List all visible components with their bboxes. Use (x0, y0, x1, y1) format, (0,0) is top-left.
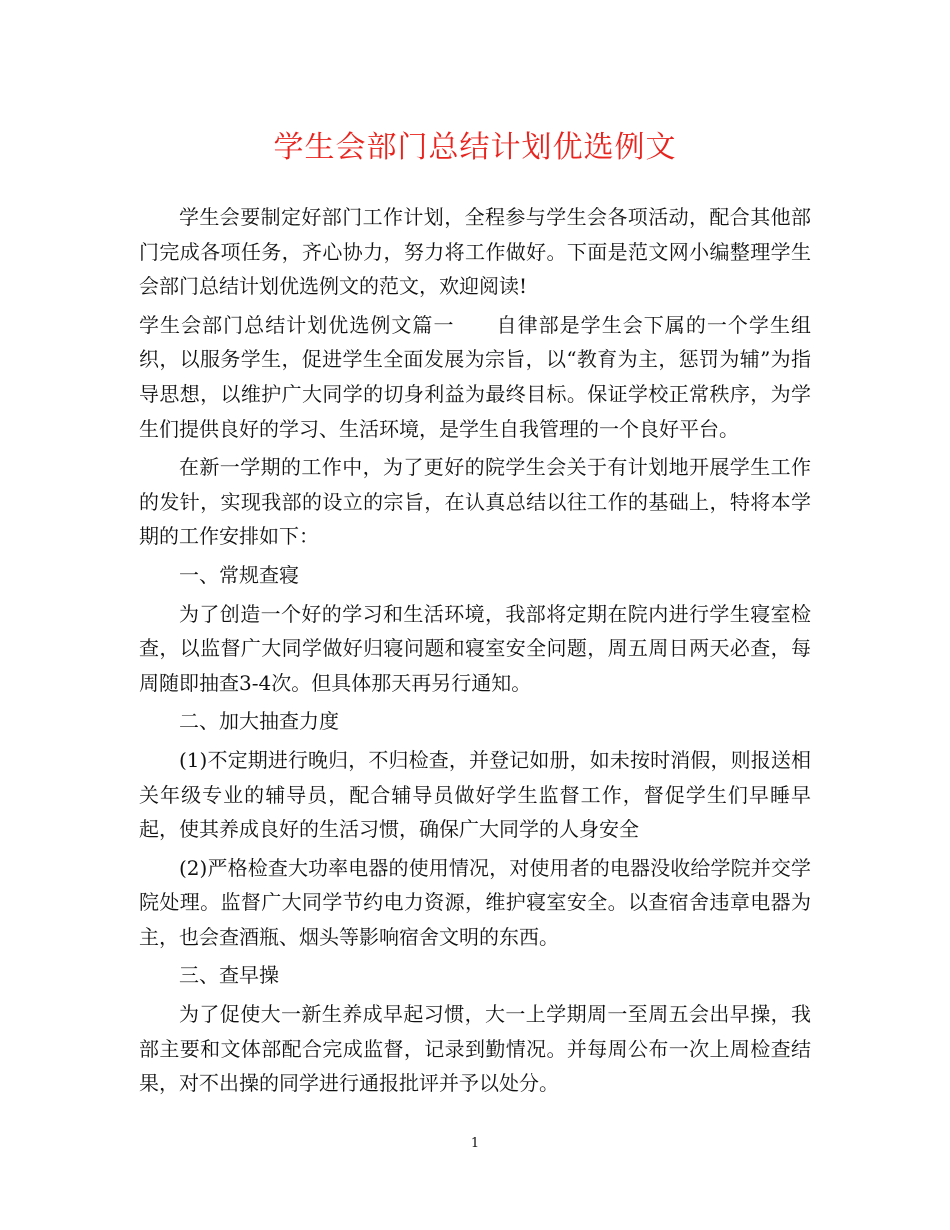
paragraph-dorm-check: 为了创造一个好的学习和生活环境，我部将定期在院内进行学生寝室检查，以监督广大同学做好归寝问题和寝室安全问题，周五周日两天必查，每周随即抽查3-4次。但具体那天再另行通知。 (139, 601, 811, 695)
paragraph-appliance-check: (2)严格检查大功率电器的使用情况，对使用者的电器没收给学院并交学院处理。监督广大同学节约电力资源，维护寝室安全。以查宿舍违章电器为主，也会查酒瓶、烟头等影响宿舍文明的东西。 (139, 855, 811, 949)
paragraph-morning-exercise: 为了促使大一新生养成早起习惯，大一上学期周一至周五会出早操，我部主要和文体部配合完成监督，记录到勤情况。并每周公布一次上周检查结果，对不出操的同学进行通报批评并予以处分。 (139, 1002, 811, 1096)
paragraph-plan-intro: 在新一学期的工作中，为了更好的院学生会关于有计划地开展学生工作的发针，实现我部的设立的宗旨，在认真总结以往工作的基础上，特将本学期的工作安排如下： (139, 455, 811, 549)
document-body (139, 200, 811, 1105)
heading-morning-exercise: 三、查早操 (179, 963, 279, 988)
paragraph-intro: 学生会要制定好部门工作计划，全程参与学生会各项活动，配合其他部门完成各项任务，齐心协力，努力将工作做好。下面是范文网小编整理学生会部门总结计划优选例文的范文，欢迎阅读! (139, 205, 811, 299)
paragraph-section-one: 学生会部门总结计划优选例文篇一 自律部是学生会下属的一个学生组织，以服务学生，促进学生全面发展为宗旨，以“教育为主，惩罚为辅”为指导思想，以维护广大同学的切身利益为最终目标。保证学校正常秩序，为学生们提供良好的学习、生活环境，是学生自我管理的一个良好平台。 (139, 312, 811, 441)
heading-routine-dorm-check: 一、常规查寝 (179, 562, 299, 587)
heading-spot-check: 二、加大抽查力度 (179, 709, 339, 734)
page-number: 1 (470, 1136, 480, 1151)
document-title: 学生会部门总结计划优选例文 (273, 130, 677, 165)
paragraph-late-return-check: (1)不定期进行晚归，不归检查，并登记如册，如未按时消假，则报送相关年级专业的辅导员，配合辅导员做好学生监督工作，督促学生们早睡早起，使其养成良好的生活习惯，确保广大同学的人身安全 (139, 747, 811, 842)
